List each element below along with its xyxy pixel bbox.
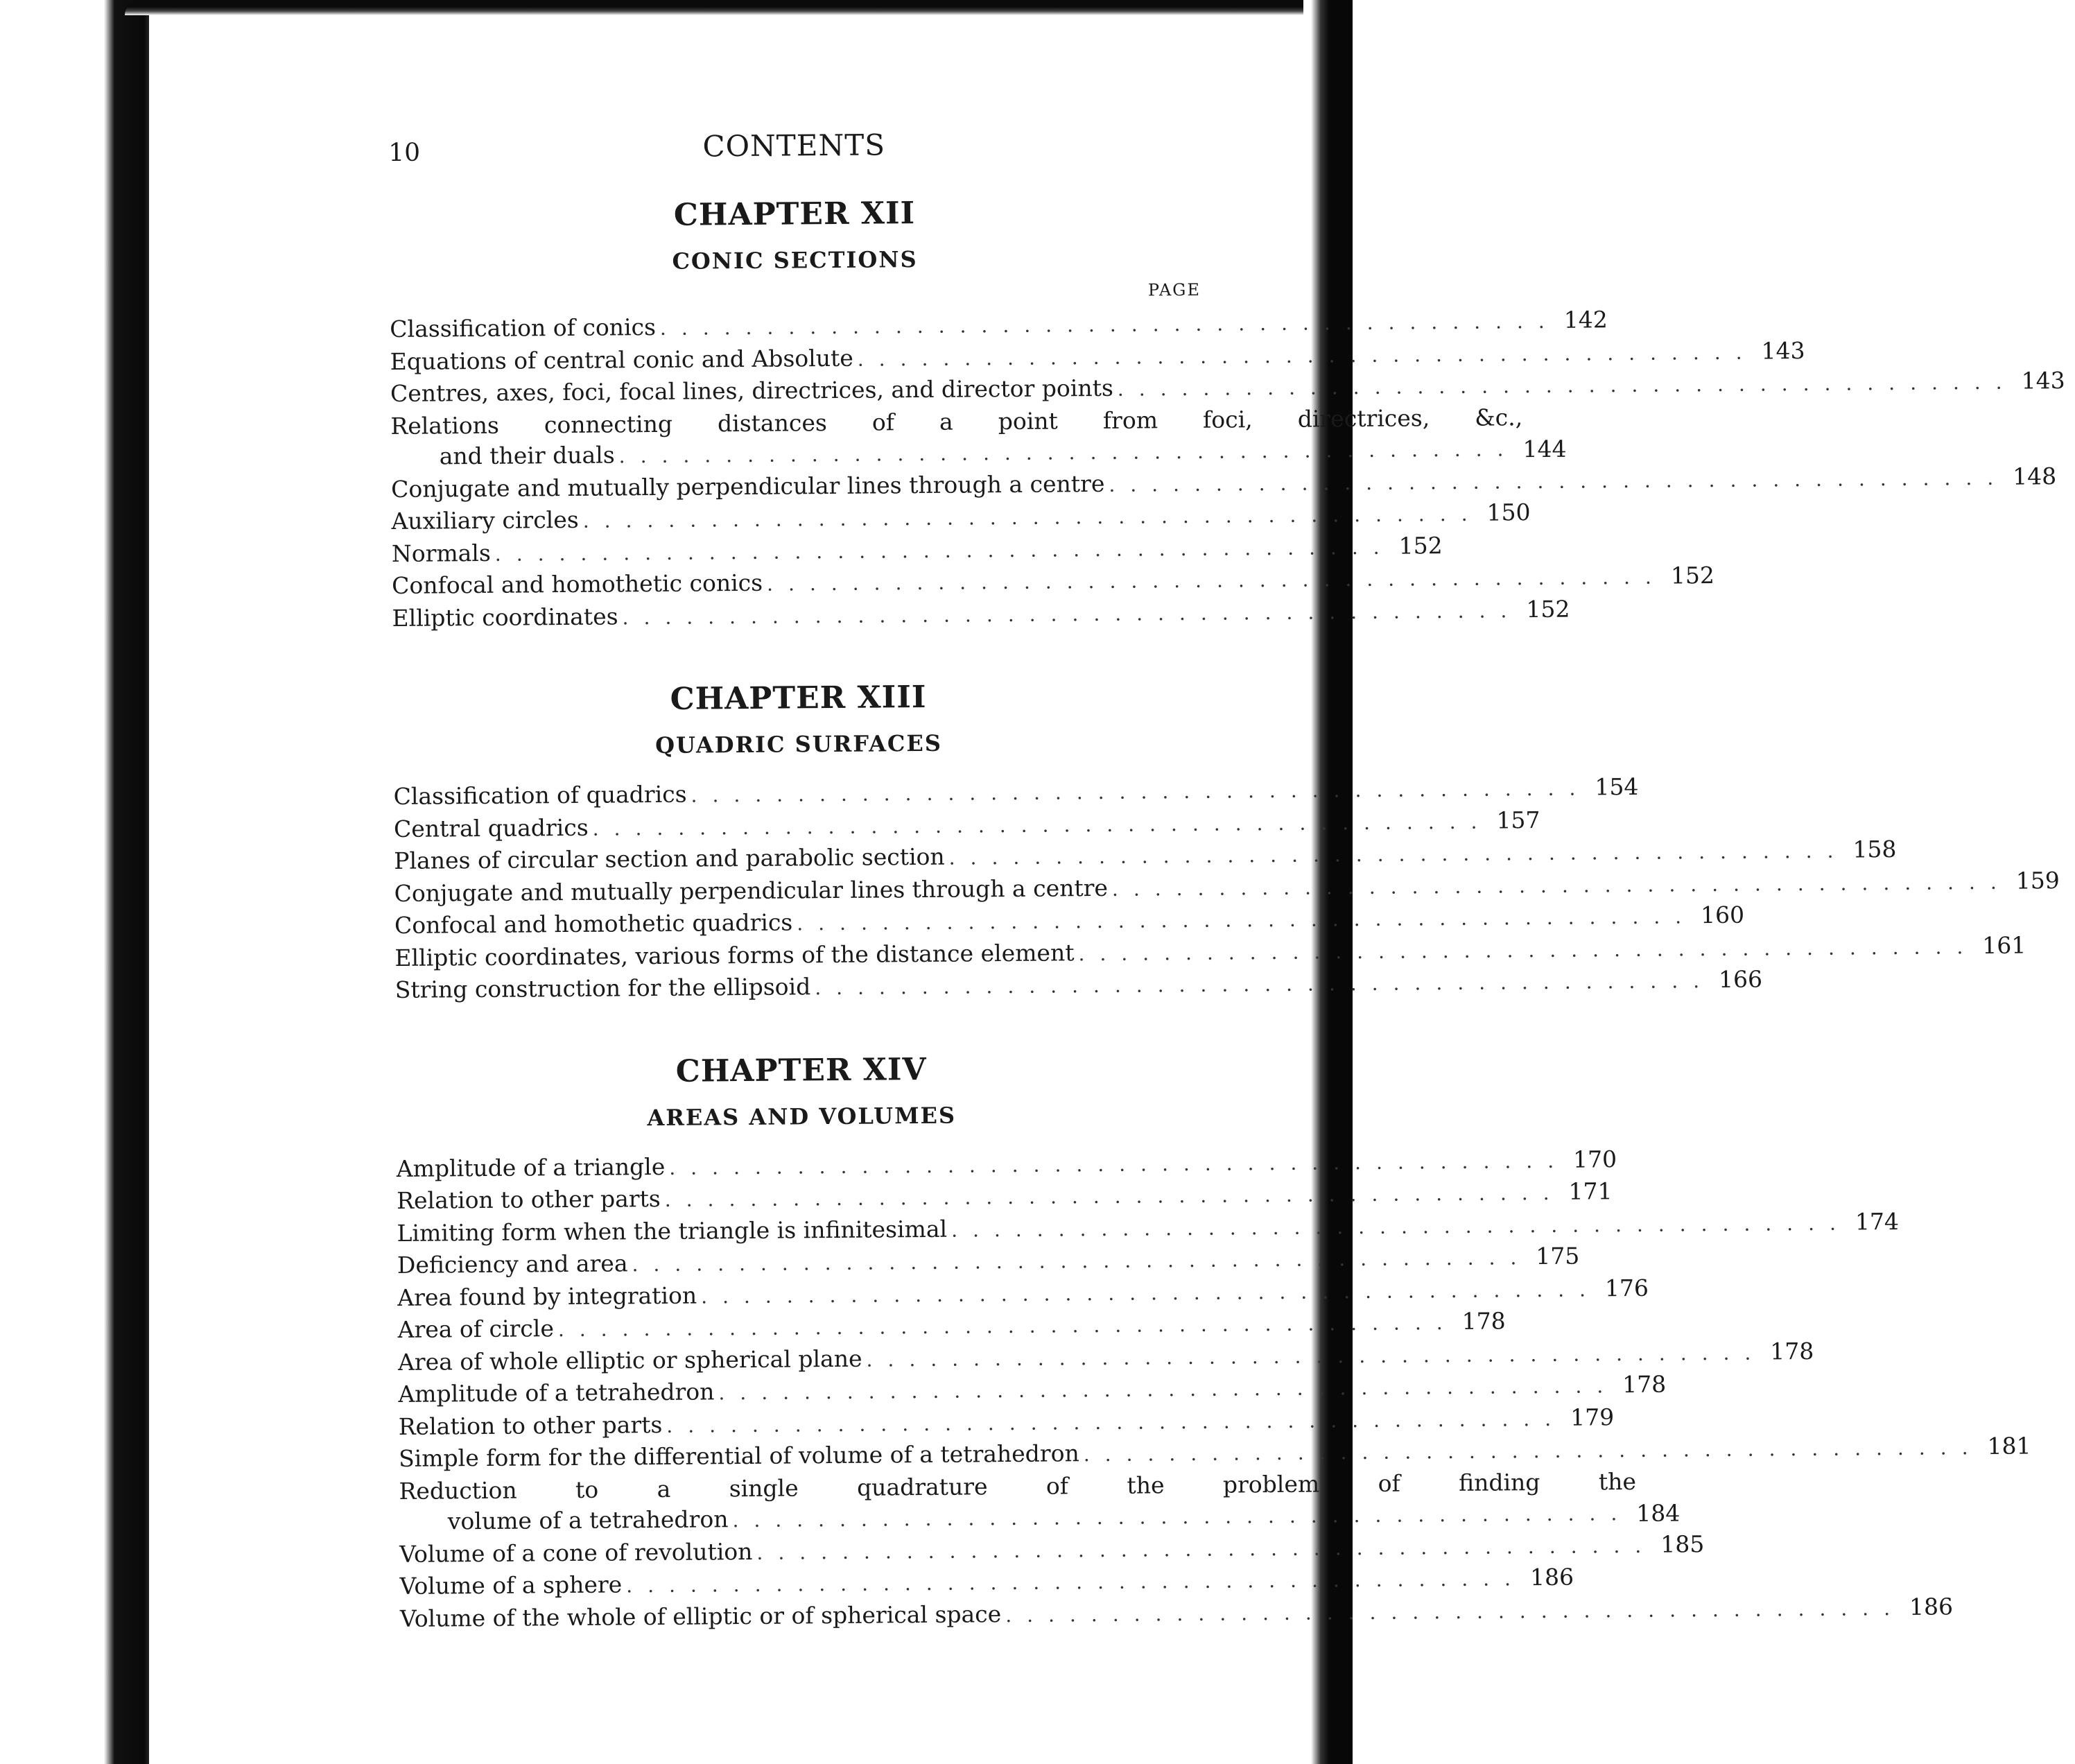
entry-page: 175 [1536, 1242, 1580, 1270]
entry-page: 174 [1855, 1207, 1900, 1235]
dot-leader: .......................................... [691, 777, 1591, 807]
chapter-section [392, 677, 2060, 1008]
entry-text-line2: volume of a tetrahedron [447, 1505, 729, 1535]
toc-entry[interactable] [397, 1307, 1506, 1347]
entry-page: 179 [1570, 1403, 1615, 1431]
entry-text: Amplitude of a tetrahedron [398, 1378, 715, 1408]
entry-text: Elliptic coordinates [392, 602, 618, 632]
dot-leader: .......................................... [950, 1211, 1852, 1242]
chapter-subtitle: QUADRIC SURFACES [654, 729, 943, 759]
toc-entry[interactable] [399, 1467, 1681, 1539]
entry-page: 178 [1622, 1370, 1667, 1399]
scan-edge-top [125, 0, 1303, 15]
dot-leader: .......................................... [626, 1567, 1527, 1598]
toc-entry[interactable] [398, 1370, 1667, 1412]
entry-page: 159 [2015, 866, 2060, 894]
entry-text: Amplitude of a triangle [396, 1152, 666, 1182]
entry-text: Confocal and homothetic conics [392, 569, 763, 599]
entry-page: 158 [1852, 835, 1897, 863]
entry-page: 184 [1636, 1499, 1681, 1527]
entry-page: 178 [1461, 1307, 1506, 1335]
entry-text: Central quadrics [393, 813, 589, 842]
dot-leader: .......................................... [756, 1534, 1657, 1564]
dot-leader: .......................................... [592, 810, 1493, 840]
toc-entry[interactable] [390, 306, 1608, 347]
toc-entry[interactable] [397, 1207, 1900, 1250]
entry-text: Equations of central conic and Absolute [390, 344, 853, 375]
entry-text-line2: and their duals [439, 441, 615, 470]
dot-leader: .......................................... [494, 535, 1395, 566]
entry-text: Volume of the whole of elliptic or of spherical space [399, 1600, 1002, 1632]
dot-leader: .......................................... [732, 1501, 1633, 1532]
entry-page: 143 [2021, 367, 2065, 395]
toc-entry[interactable] [394, 965, 1763, 1008]
entry-text: Volume of a sphere [399, 1571, 623, 1600]
entry-text: Centres, axes, foci, focal lines, directrices, and director points [390, 374, 1113, 407]
dot-leader: .......................................... [664, 1181, 1565, 1211]
dot-leader: .......................................... [718, 1374, 1619, 1405]
entry-text: Planes of circular section and parabolic section [394, 842, 945, 874]
entry-text: Reduction to a single quadrature of the problem of finding the [399, 1467, 1637, 1505]
entry-page: 160 [1700, 901, 1745, 929]
entry-page: 185 [1660, 1530, 1705, 1558]
entry-page: 154 [1595, 772, 1639, 801]
entry-page: 152 [1670, 561, 1715, 589]
entry-page: 157 [1496, 806, 1540, 833]
dot-leader: .......................................... [666, 1407, 1567, 1437]
entry-text-block [390, 402, 1522, 474]
chapter-title: CHAPTER XIII [670, 679, 927, 717]
dot-leader: .......................................... [1117, 370, 2017, 401]
toc-entry[interactable] [394, 931, 2026, 975]
entry-text: Relation to other parts [397, 1184, 661, 1214]
entry-page: 186 [1909, 1592, 1954, 1620]
entry-page: 143 [1761, 336, 1805, 364]
entry-page: 178 [1770, 1337, 1814, 1365]
toc-entry[interactable] [397, 1274, 1649, 1315]
toc-list [396, 1145, 2031, 1636]
entry-page: 161 [1982, 931, 2026, 959]
running-head: CONTENTS [702, 128, 886, 164]
entry-page: 171 [1568, 1177, 1613, 1205]
toc-entry[interactable] [399, 1530, 1705, 1571]
entry-text: Limiting form when the triangle is infinitesimal [397, 1215, 948, 1247]
toc-entry[interactable] [391, 499, 1531, 539]
dot-leader: .......................................... [1083, 1435, 1983, 1467]
chapter-subtitle: CONIC SECTIONS [672, 246, 918, 275]
entry-text: Area of whole elliptic or spherical plane [397, 1344, 862, 1376]
dot-leader: .......................................... [797, 905, 1697, 935]
entry-text: Simple form for the differential of volume of a tetrahedron [398, 1439, 1079, 1472]
entry-text: Relation to other parts [398, 1410, 663, 1440]
toc-entry[interactable] [397, 1177, 1613, 1218]
toc-list [390, 306, 2065, 635]
toc-entry[interactable] [396, 1145, 1617, 1186]
entry-text: Relations connecting distances of a point from foci, directrices, &c., [390, 403, 1523, 440]
toc-entry[interactable] [390, 403, 1567, 474]
entry-page: 152 [1398, 531, 1443, 560]
dot-leader: .......................................... [1111, 870, 2012, 901]
toc-entry[interactable] [397, 1242, 1580, 1283]
entry-text: Auxiliary circles [391, 505, 579, 535]
entry-text: Conjugate and mutually perpendicular lines through a centre [394, 874, 1109, 907]
toc-entry[interactable] [399, 1592, 1954, 1636]
entry-text: Classification of quadrics [393, 780, 687, 810]
entry-text-block [399, 1466, 1636, 1539]
toc-entry[interactable] [397, 1337, 1814, 1379]
toc-list [393, 772, 2060, 1008]
entry-page: 186 [1529, 1563, 1574, 1591]
toc-entry[interactable] [393, 806, 1540, 846]
entry-page: 181 [1987, 1432, 2031, 1460]
dot-leader: .......................................... [557, 1311, 1458, 1342]
dot-leader: .......................................... [659, 309, 1560, 340]
page-number: 10 [388, 138, 421, 167]
chapter-title: CHAPTER XII [673, 196, 916, 233]
entry-text: Elliptic coordinates, various forms of the distance element [394, 938, 1075, 971]
entry-text: Classification of conics [390, 313, 657, 343]
entry-page: 144 [1522, 435, 1567, 463]
entry-text: String construction for the ellipsoid [394, 973, 811, 1003]
dot-leader: .......................................... [948, 839, 1849, 870]
toc-entry[interactable] [392, 595, 1570, 635]
entry-page: 166 [1718, 965, 1763, 993]
toc-entry[interactable] [399, 1563, 1574, 1604]
dot-leader: .......................................... [582, 502, 1483, 533]
entry-text: Conjugate and mutually perpendicular lines through a centre [390, 469, 1105, 503]
dot-leader: .......................................... [618, 438, 1519, 468]
entry-page: 176 [1604, 1274, 1649, 1302]
dot-leader: .......................................... [632, 1246, 1532, 1277]
dot-leader: .......................................... [815, 969, 1715, 1000]
entry-text: Area of circle [397, 1315, 555, 1343]
chapter-title: CHAPTER XIV [675, 1051, 927, 1089]
page-column-label: PAGE [1147, 279, 1201, 300]
dot-leader: .......................................... [1005, 1596, 1906, 1627]
chapter-subtitle: AREAS AND VOLUMES [647, 1102, 957, 1131]
book-page [388, 119, 2065, 1636]
entry-text: Normals [391, 539, 491, 567]
chapter-section [396, 1049, 2031, 1636]
toc-entry[interactable] [394, 901, 1745, 943]
scan-edge-left [0, 0, 149, 1764]
dot-leader: .......................................... [766, 565, 1667, 596]
entry-text: Volume of a cone of revolution [399, 1537, 753, 1568]
dot-leader: .......................................... [622, 598, 1522, 629]
toc-entry[interactable] [391, 531, 1443, 571]
dot-leader: .......................................... [669, 1149, 1570, 1179]
dot-leader: .......................................... [701, 1277, 1601, 1308]
entry-page: 170 [1572, 1145, 1617, 1173]
entry-text: Confocal and homothetic quadrics [394, 908, 793, 939]
entry-text: Deficiency and area [397, 1250, 628, 1279]
entry-page: 142 [1563, 306, 1608, 334]
dot-leader: .......................................... [1109, 466, 2009, 496]
toc-entry[interactable] [393, 772, 1639, 814]
entry-page: 150 [1486, 499, 1531, 526]
entry-text: Area found by integration [397, 1281, 697, 1311]
dot-leader: .......................................... [857, 340, 1757, 371]
entry-page: 148 [2013, 462, 2057, 490]
dot-leader: .......................................... [1078, 935, 1979, 965]
chapter-section [389, 193, 2065, 635]
toc-entry[interactable] [398, 1403, 1615, 1444]
dot-leader: .......................................... [866, 1340, 1766, 1372]
toc-entry[interactable] [392, 561, 1715, 603]
entry-page: 152 [1526, 595, 1570, 623]
